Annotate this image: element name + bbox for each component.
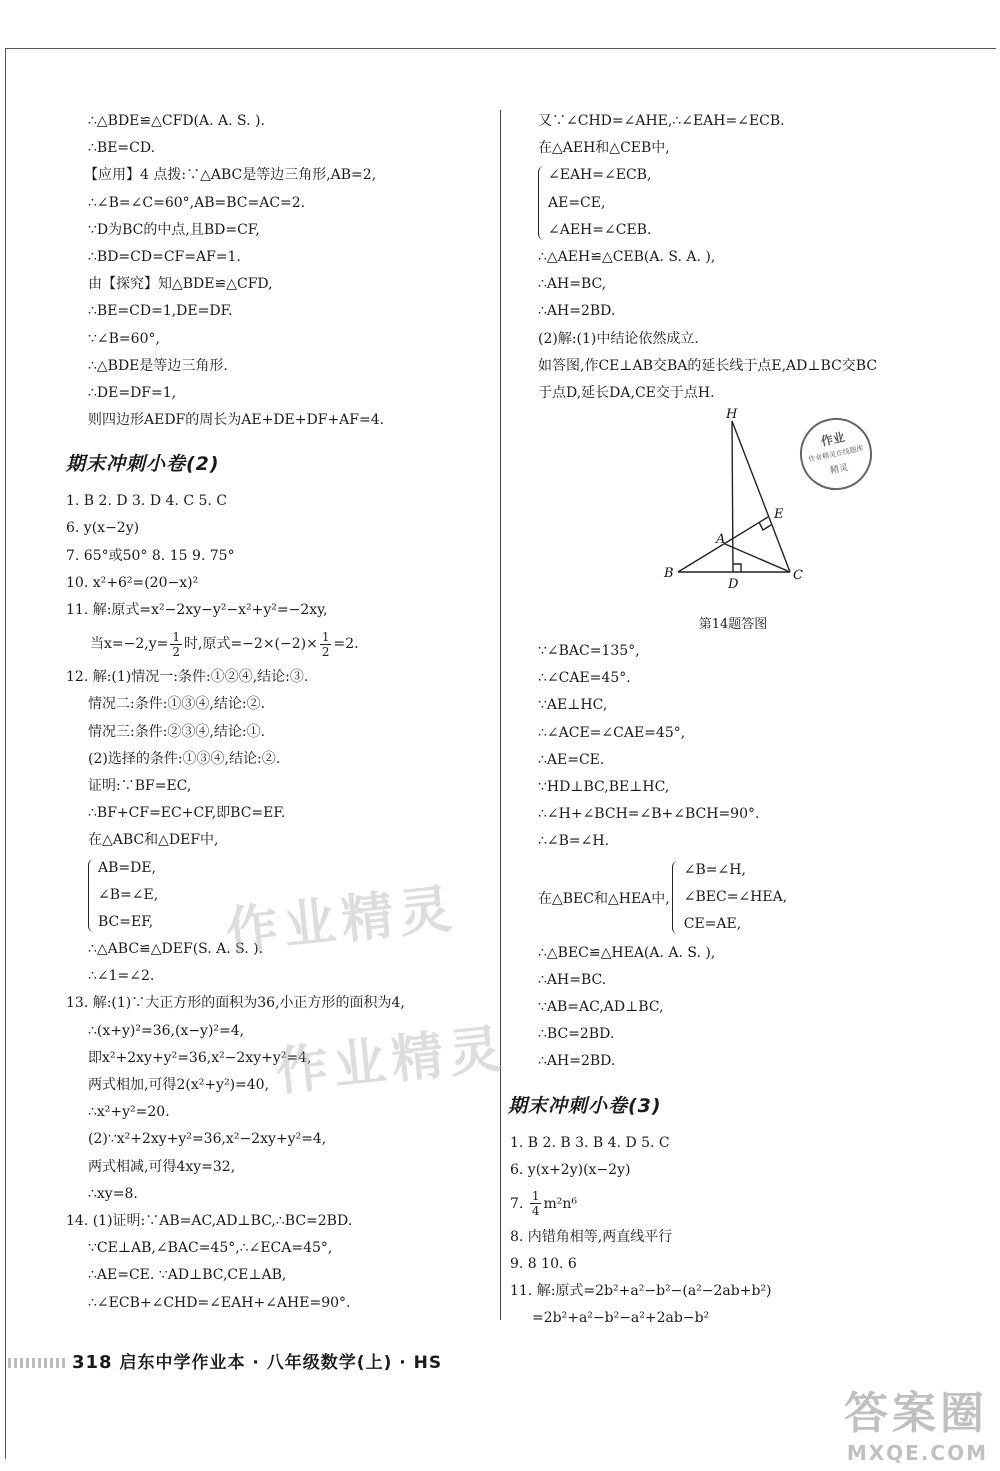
fraction bbox=[320, 630, 332, 659]
q7-number: 7. bbox=[510, 1195, 524, 1212]
answer-line: 9. 8 10. 6 bbox=[510, 1256, 577, 1273]
condition-line: BC=EF, bbox=[98, 913, 154, 930]
condition-line: ∠AEH=∠CEB. bbox=[548, 221, 652, 238]
answer-line: 1. B 2. B 3. B 4. D 5. C bbox=[510, 1134, 670, 1151]
brace bbox=[88, 859, 95, 933]
answer-line: ∴xy=8. bbox=[88, 1185, 138, 1202]
q11-mid: 时,原式=−2×(−2)× bbox=[184, 636, 318, 653]
answer-line: ∴AH=2BD. bbox=[538, 303, 616, 320]
section-title: 期末冲刺小卷(2) bbox=[66, 453, 220, 476]
answer-line: ∴∠ECB+∠CHD=∠EAH+∠AHE=90°. bbox=[88, 1294, 351, 1311]
congruence-conditions bbox=[88, 855, 488, 937]
q7-line bbox=[510, 1184, 968, 1224]
condition-line: ∠BEC=∠HEA, bbox=[683, 888, 788, 905]
answer-line: 两式相减,可得4xy=32, bbox=[88, 1158, 236, 1175]
label-A: A bbox=[716, 532, 726, 548]
brace bbox=[672, 861, 679, 935]
q11-post: =2. bbox=[333, 636, 359, 653]
answer-line: 即x²+2xy+y²=36,x²−2xy+y²=4, bbox=[88, 1049, 312, 1066]
answer-line: 10. x²+6²=(20−x)² bbox=[66, 574, 199, 591]
stamp-text: 作业精灵在线题库 bbox=[807, 444, 865, 464]
answer-line: 于点D,延长DA,CE交于点H. bbox=[538, 384, 715, 401]
answer-line: (2)选择的条件:①③④,结论:②. bbox=[88, 750, 281, 767]
answer-line: ∴∠1=∠2. bbox=[88, 968, 155, 985]
left-block-a bbox=[84, 108, 488, 434]
answer-line: ∵∠BAC=135°, bbox=[538, 643, 640, 660]
condition-line: ∠B=∠E, bbox=[98, 886, 159, 903]
section-title: 期末冲刺小卷(3) bbox=[508, 1094, 662, 1117]
answer-line: ∴AE=CE. ∵AD⊥BC,CE⊥AB, bbox=[88, 1267, 287, 1284]
condition-line: AE=CE, bbox=[548, 194, 606, 211]
right-angle-D bbox=[733, 564, 741, 572]
watermark-text: 答案圈 bbox=[844, 1388, 988, 1439]
answer-line: ∵AE⊥HC, bbox=[538, 697, 608, 714]
label-E: E bbox=[774, 507, 784, 523]
right-angle-E bbox=[759, 522, 771, 530]
answer-line: ∴△ABC≌△DEF(S. A. S. ). bbox=[88, 941, 264, 958]
watermark: 作业精灵 bbox=[273, 1019, 511, 1103]
line-HD bbox=[732, 421, 733, 572]
answer-line: ∴△AEH≌△CEB(A. S. A. ), bbox=[538, 248, 716, 265]
label-D: D bbox=[728, 577, 739, 593]
corner-watermark bbox=[844, 1377, 988, 1465]
condition-line: AB=DE, bbox=[98, 859, 157, 876]
left-block-b bbox=[66, 488, 488, 624]
answer-line: ∴∠CAE=45°. bbox=[538, 670, 631, 687]
footer-decoration bbox=[8, 1358, 66, 1368]
answer-line: ∴(x+y)²=36,(x−y)²=4, bbox=[88, 1022, 245, 1039]
answer-line: 在△AEH和△CEB中, bbox=[538, 140, 670, 157]
text-line: ∴△BDE是等边三角形. bbox=[88, 357, 228, 374]
brace-label: 在△BEC和△HEA中, bbox=[538, 890, 670, 907]
answer-line: ∵CE⊥AB,∠BAC=45°,∴∠ECA=45°, bbox=[88, 1240, 333, 1257]
answer-line: 1. B 2. D 3. D 4. C 5. C bbox=[66, 493, 227, 510]
answer-line: 12. 解:(1)情况一:条件:①②④,结论:③. bbox=[66, 669, 309, 686]
line-HC bbox=[732, 421, 790, 572]
fraction-denominator: 2 bbox=[321, 644, 330, 659]
left-column bbox=[66, 108, 488, 1317]
answer-line: ∴x²+y²=20. bbox=[88, 1104, 170, 1121]
geometry-figure bbox=[538, 407, 968, 612]
answer-line: (2)解:(1)中结论依然成立. bbox=[538, 330, 699, 347]
fraction bbox=[170, 630, 182, 659]
brace bbox=[538, 166, 545, 240]
text-line: ∴DE=DF=1, bbox=[88, 384, 177, 401]
figure-caption: 第14题答图 bbox=[698, 617, 768, 633]
fraction bbox=[530, 1189, 542, 1218]
q11-pre: 当x=−2,y= bbox=[90, 636, 169, 653]
answer-line: 13. 解:(1)∵大正方形的面积为36,小正方形的面积为4, bbox=[66, 995, 405, 1012]
answer-line: ∴∠H+∠BCH=∠B+∠BCH=90°. bbox=[538, 806, 760, 823]
answer-line: ∵AB=AC,AD⊥BC, bbox=[538, 998, 664, 1015]
answer-line: 情况三:条件:②③④,结论:①. bbox=[88, 723, 266, 740]
fraction-numerator: 1 bbox=[531, 1189, 540, 1204]
watermark: 作业精灵 bbox=[223, 879, 461, 963]
text-line: 【应用】4 点拨:∵△ABC是等边三角形,AB=2, bbox=[84, 167, 377, 184]
right-column bbox=[508, 108, 968, 1333]
answer-line: ∴BF+CF=EC+CF,即BC=EF. bbox=[88, 805, 286, 822]
answer-line: ∴∠ACE=∠CAE=45°, bbox=[538, 724, 686, 741]
answer-line: 两式相加,可得2(x²+y²)=40, bbox=[88, 1077, 270, 1093]
q11-substitution bbox=[90, 624, 488, 664]
answer-line: ∴∠B=∠H. bbox=[538, 833, 610, 850]
book-title: 启东中学作业本 · 八年级数学(上) · HS bbox=[119, 1353, 443, 1373]
brace-group bbox=[672, 857, 787, 939]
answer-line: ∴AH=BC, bbox=[538, 276, 607, 293]
q7-expression: m²n⁶ bbox=[543, 1195, 577, 1212]
text-line: ∴BD=CD=CF=AF=1. bbox=[88, 248, 241, 265]
stamp-text: 精灵 bbox=[829, 462, 850, 477]
stamp-text: 作业 bbox=[819, 429, 847, 449]
triangle-diagram bbox=[538, 407, 938, 612]
left-block-c bbox=[66, 664, 488, 854]
fraction-numerator: 1 bbox=[321, 629, 330, 644]
watermark-url: MXQE.COM bbox=[846, 1441, 988, 1465]
text-line: ∵∠B=60°, bbox=[88, 330, 160, 347]
condition-line: CE=AE, bbox=[683, 916, 742, 933]
answer-line: ∴AH=BC. bbox=[538, 971, 607, 988]
text-line: ∵D为BC的中点,且BD=CF, bbox=[88, 221, 260, 238]
answer-line: =2b²+a²−b²−a²+2ab−b² bbox=[532, 1310, 710, 1327]
answer-line: 证明:∵BF=EC, bbox=[88, 777, 192, 794]
answer-line: 如答图,作CE⊥AB交BA的延长线于点E,AD⊥BC交BC bbox=[538, 357, 878, 374]
answer-line: (2)∵x²+2xy+y²=36,x²−2xy+y²=4, bbox=[88, 1131, 327, 1148]
answer-line: 在△ABC和△DEF中, bbox=[88, 832, 219, 849]
text-line: ∴∠B=∠C=60°,AB=BC=AC=2. bbox=[88, 194, 306, 211]
condition-line: ∠B=∠H, bbox=[683, 861, 746, 878]
answer-line: ∴AH=2BD. bbox=[538, 1053, 616, 1070]
fraction-numerator: 1 bbox=[172, 629, 180, 644]
congruence-conditions bbox=[538, 162, 968, 244]
label-C: C bbox=[793, 568, 803, 584]
fraction-denominator: 2 bbox=[172, 644, 180, 659]
label-H: H bbox=[726, 407, 738, 423]
page-footer bbox=[8, 1348, 442, 1373]
column-divider bbox=[500, 110, 501, 1320]
answer-line: 6. y(x+2y)(x−2y) bbox=[510, 1161, 631, 1178]
answer-line: 8. 内错角相等,两直线平行 bbox=[510, 1228, 673, 1245]
answer-line: 7. 65°或50° 8. 15 9. 75° bbox=[66, 547, 235, 564]
text-line: ∴△BDE≌△CFD(A. A. S. ). bbox=[88, 113, 265, 129]
answer-line: 11. 解:原式=2b²+a²−b²−(a²−2ab+b²) bbox=[510, 1283, 772, 1300]
answer-line: 情况二:条件:①③④,结论:②. bbox=[88, 696, 266, 713]
answer-line: 11. 解:原式=x²−2xy−y²−x²+y²=−2xy, bbox=[66, 602, 328, 618]
left-block-d bbox=[66, 936, 488, 1317]
answer-line: 6. y(x−2y) bbox=[66, 520, 140, 537]
text-line: 由【探究】知△BDE≌△CFD, bbox=[88, 276, 273, 293]
fraction-denominator: 4 bbox=[531, 1204, 540, 1219]
text-line: ∴BE=CD. bbox=[88, 140, 156, 157]
condition-line: ∠EAH=∠ECB, bbox=[548, 167, 652, 184]
congruence-conditions-inline bbox=[538, 856, 968, 940]
answer-line: ∴AE=CE. bbox=[538, 751, 605, 768]
label-B: B bbox=[664, 566, 674, 582]
answer-line: ∴BC=2BD. bbox=[538, 1026, 615, 1043]
page-number: 318 bbox=[72, 1352, 113, 1373]
text-line: ∴BE=CD=1,DE=DF. bbox=[88, 303, 233, 320]
answer-line: ∴△BEC≌△HEA(A. A. S. ), bbox=[538, 944, 716, 961]
answer-line: 14. (1)证明:∵AB=AC,AD⊥BC,∴BC=2BD. bbox=[66, 1212, 353, 1229]
text-line: 则四边形AEDF的周长为AE+DE+DF+AF=4. bbox=[88, 412, 385, 429]
answer-line: 又∵∠CHD=∠AHE,∴∠EAH=∠ECB. bbox=[538, 113, 785, 129]
answer-line: ∵HD⊥BC,BE⊥HC, bbox=[538, 779, 670, 795]
right-block-e bbox=[510, 1130, 968, 1333]
